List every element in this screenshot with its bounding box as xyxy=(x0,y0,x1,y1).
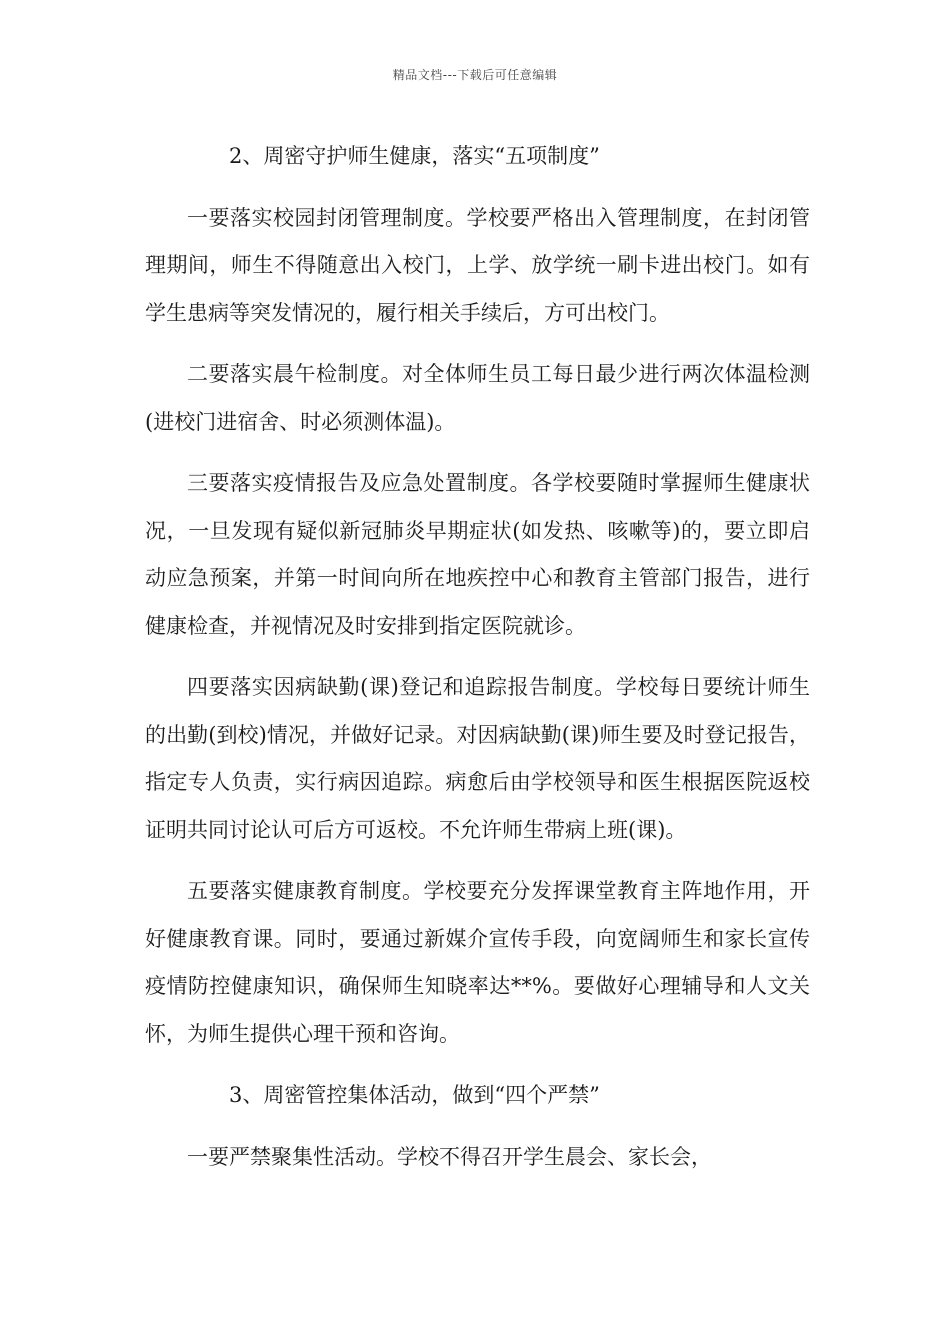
paragraph-health-education: 五要落实健康教育制度。学校要充分发挥课堂教育主阵地作用，开好健康教育课。同时，要通过新媒介宣传手段，向宽阔师生和家长宣传疫情防控健康知识，确保师生知晓率达**%。要做好心理辅导和人文关怀，为师生提供心理干预和咨询。 xyxy=(145,879,810,1046)
section-heading-2: 2、周密守护师生健康，落实“五项制度” xyxy=(229,144,600,168)
paragraph-absence-tracking: 四要落实因病缺勤(课)登记和追踪报告制度。学校每日要统计师生的出勤(到校)情况，并做好记录。对因病缺勤(课)师生要及时登记报告，指定专人负责，实行病因追踪。病愈后由学校领导和医生根据医院返校证明共同讨论认可后方可返校。不允许师生带病上班(课)。 xyxy=(145,675,810,842)
page-header: 精品文档---下载后可任意编辑 xyxy=(392,68,558,82)
document-body xyxy=(145,133,810,1195)
paragraph-gathering-ban: 一要严禁聚集性活动。学校不得召开学生晨会、家长会， xyxy=(187,1144,712,1169)
paragraph-campus-closure: 一要落实校园封闭管理制度。学校要严格出入管理制度，在封闭管理期间，师生不得随意出入校门，上学、放学统一刷卡进出校门。如有学生患病等突发情况的，履行相关手续后，方可出校门。 xyxy=(145,205,810,325)
section-heading-3: 3、周密管控集体活动，做到“四个严禁” xyxy=(229,1083,600,1107)
paragraph-epidemic-report: 三要落实疫情报告及应急处置制度。各学校要随时掌握师生健康状况，一旦发现有疑似新冠肺炎早期症状(如发热、咳嗽等)的，要立即启动应急预案，并第一时间向所在地疾控中心和教育主管部门报告，进行健康检查，并视情况及时安排到指定医院就诊。 xyxy=(145,471,810,638)
paragraph-morning-check: 二要落实晨午检制度。对全体师生员工每日最少进行两次体温检测(进校门进宿舍、时必须测体温)。 xyxy=(145,362,810,434)
